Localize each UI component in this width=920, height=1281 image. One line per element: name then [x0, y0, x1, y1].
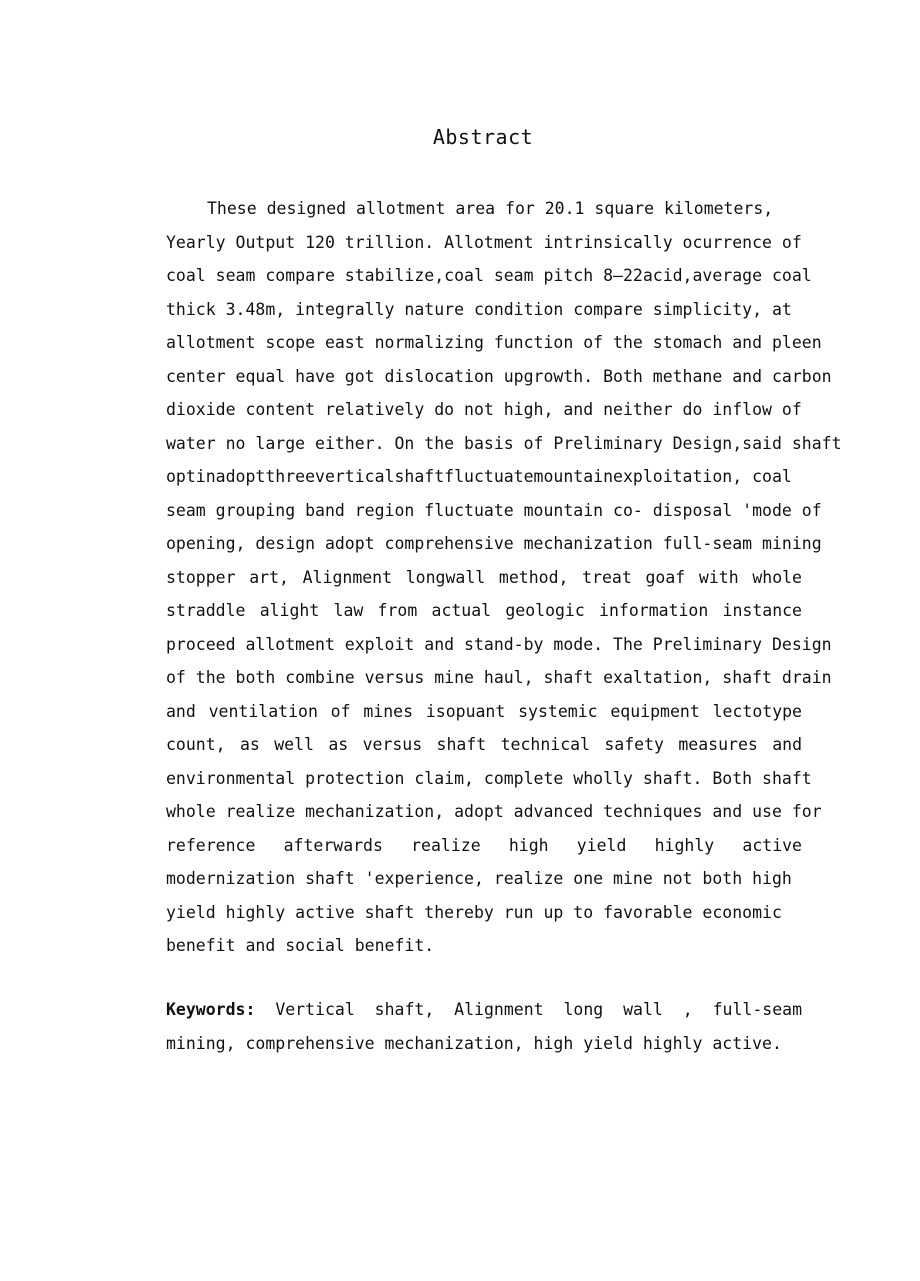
abstract-line: opening, design adopt comprehensive mechanization full-seam mining: [166, 534, 822, 553]
abstract-line: benefit and social benefit.: [166, 936, 435, 955]
abstract-line: optinadoptthreeverticalshaftfluctuatemountainexploitation, coal: [166, 467, 792, 486]
abstract-line: center equal have got dislocation upgrowth. Both methane and carbon: [166, 366, 832, 386]
abstract-line: stopper art, Alignment longwall method, treat goaf with whole: [166, 567, 802, 587]
abstract-line: modernization shaft 'experience, realize one mine not both high: [166, 869, 792, 888]
keywords-text: Vertical shaft, Alignment long wall , full-seam: [275, 1000, 803, 1019]
abstract-body: [166, 192, 866, 963]
abstract-line: allotment scope east normalizing function of the stomach and pleen: [166, 333, 822, 352]
abstract-line: proceed allotment exploit and stand-by mode. The Preliminary Design: [166, 634, 832, 654]
abstract-line: count, as well as versus shaft technical safety measures and: [166, 735, 802, 754]
abstract-line: and ventilation of mines isopuant systemic equipment lectotype: [166, 701, 802, 721]
abstract-line: Yearly Output 120 trillion. Allotment intrinsically ocurrence of: [166, 232, 802, 252]
abstract-line: water no large either. On the basis of Preliminary Design,said shaft: [166, 433, 842, 453]
keywords-line: mining, comprehensive mechanization, high yield highly active.: [166, 1033, 782, 1053]
abstract-line: coal seam compare stabilize,coal seam pitch 8—22acid,average coal: [166, 266, 812, 285]
abstract-line: dioxide content relatively do not high, and neither do inflow of: [166, 400, 802, 419]
abstract-line: These designed allotment area for 20.1 square kilometers,: [207, 199, 774, 218]
abstract-line: straddle alight law from actual geologic information instance: [166, 601, 802, 620]
keywords-label: Keywords:: [166, 1000, 256, 1019]
abstract-line: environmental protection claim, complete wholly shaft. Both shaft: [166, 768, 812, 788]
abstract-line: seam grouping band region fluctuate mountain co- disposal 'mode of: [166, 500, 822, 520]
abstract-line: whole realize mechanization, adopt advanced techniques and use for: [166, 802, 822, 821]
abstract-title: Abstract: [432, 125, 534, 149]
abstract-line: of the both combine versus mine haul, shaft exaltation, shaft drain: [166, 668, 832, 687]
keywords-section: [166, 993, 866, 1060]
keywords-line: [166, 993, 802, 1027]
abstract-line: thick 3.48m, integrally nature condition compare simplicity, at: [166, 299, 792, 319]
abstract-line: yield highly active shaft thereby run up to favorable economic: [166, 902, 782, 922]
abstract-line: reference afterwards realize high yield highly active: [166, 835, 802, 855]
